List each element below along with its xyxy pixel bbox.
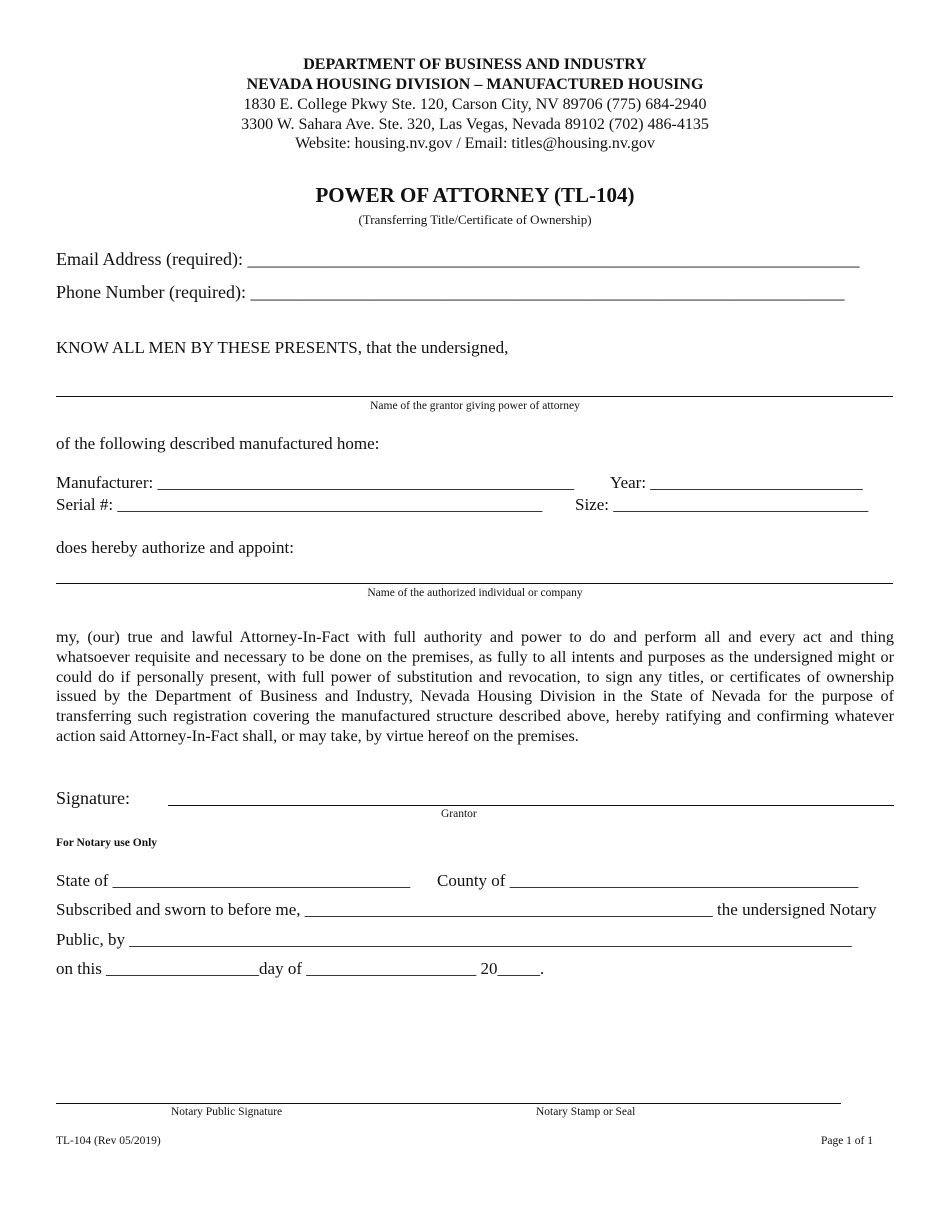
home-intro: of the following described manufactured home: — [56, 434, 380, 453]
form-revision: TL-104 (Rev 05/2019) — [56, 1135, 161, 1147]
carson-city-address: 1830 E. College Pkwy Ste. 120, Carson City, NV 89706 (775) 684-2940 — [243, 96, 707, 113]
notary-sworn-field[interactable]: Subscribed and sworn to before me, ________________________________________________ the undersigned Notary — [56, 900, 877, 919]
attorney-name-line[interactable] — [56, 583, 893, 584]
size-field[interactable]: Size: ______________________________ — [575, 495, 869, 514]
serial-field[interactable]: Serial #: __________________________________________________ — [56, 495, 543, 514]
grantor-caption: Name of the grantor giving power of attorney — [370, 400, 580, 412]
year-field[interactable]: Year: _________________________ — [610, 473, 863, 492]
email-field[interactable]: Email Address (required): ____________________________________________________________________ — [56, 249, 860, 269]
las-vegas-address: 3300 W. Sahara Ave. Ste. 320, Las Vegas, Nevada 89102 (702) 486-4135 — [241, 116, 709, 133]
notary-public-field[interactable]: Public, by _____________________________________________________________________________________ — [56, 930, 852, 949]
notary-county-field[interactable]: County of _________________________________________ — [437, 871, 859, 890]
notary-signature-line[interactable] — [56, 1103, 841, 1104]
appoint-intro: does hereby authorize and appoint: — [56, 538, 294, 557]
grantor-signature-line[interactable] — [168, 805, 894, 806]
page-number: Page 1 of 1 — [820, 1135, 873, 1147]
form-title: POWER OF ATTORNEY (TL-104) — [315, 183, 635, 207]
manufacturer-field[interactable]: Manufacturer: _________________________________________________ — [56, 473, 574, 492]
grantor-intro: KNOW ALL MEN BY THESE PRESENTS, that the undersigned, — [56, 338, 509, 357]
notary-date-field[interactable]: on this __________________day of ____________________ 20_____. — [56, 959, 545, 978]
website-email: Website: housing.nv.gov / Email: titles@housing.nv.gov — [295, 135, 655, 152]
notary-sig-caption: Notary Public Signature — [171, 1106, 283, 1118]
authority-paragraph: my, (our) true and lawful Attorney-In-Fact with full authority and power to do and perform all and every act and thing whatsoever requisite and necessary to be done on the premises, as fully to all intents and purposes as the undersigned might or could do if personally present, with full power of substitution and revocation, to sign any titles, or certificates of ownership issued by the Department of Business and Industry, Nevada Housing Division in the State of Nevada for the purpose of transferring such registration covering the manufactured structure described above, hereby ratifying and confirming whatever action said Attorney-In-Fact shall, or may take, by virtue hereof on the premises. — [56, 628, 894, 745]
notary-heading: For Notary use Only — [56, 837, 158, 849]
form-subtitle: (Transferring Title/Certificate of Ownership) — [358, 212, 592, 227]
attorney-caption: Name of the authorized individual or company — [367, 587, 583, 599]
grantor-sig-caption: Grantor — [441, 808, 477, 820]
notary-state-field[interactable]: State of ___________________________________ — [56, 871, 411, 890]
phone-field[interactable]: Phone Number (required): __________________________________________________________________ — [56, 282, 845, 302]
division-name: NEVADA HOUSING DIVISION – MANUFACTURED HOUSING — [246, 76, 704, 93]
grantor-name-line[interactable] — [56, 396, 893, 397]
notary-stamp-caption: Notary Stamp or Seal — [536, 1106, 636, 1118]
signature-label: Signature: — [56, 788, 130, 808]
department-name: DEPARTMENT OF BUSINESS AND INDUSTRY — [303, 56, 647, 73]
